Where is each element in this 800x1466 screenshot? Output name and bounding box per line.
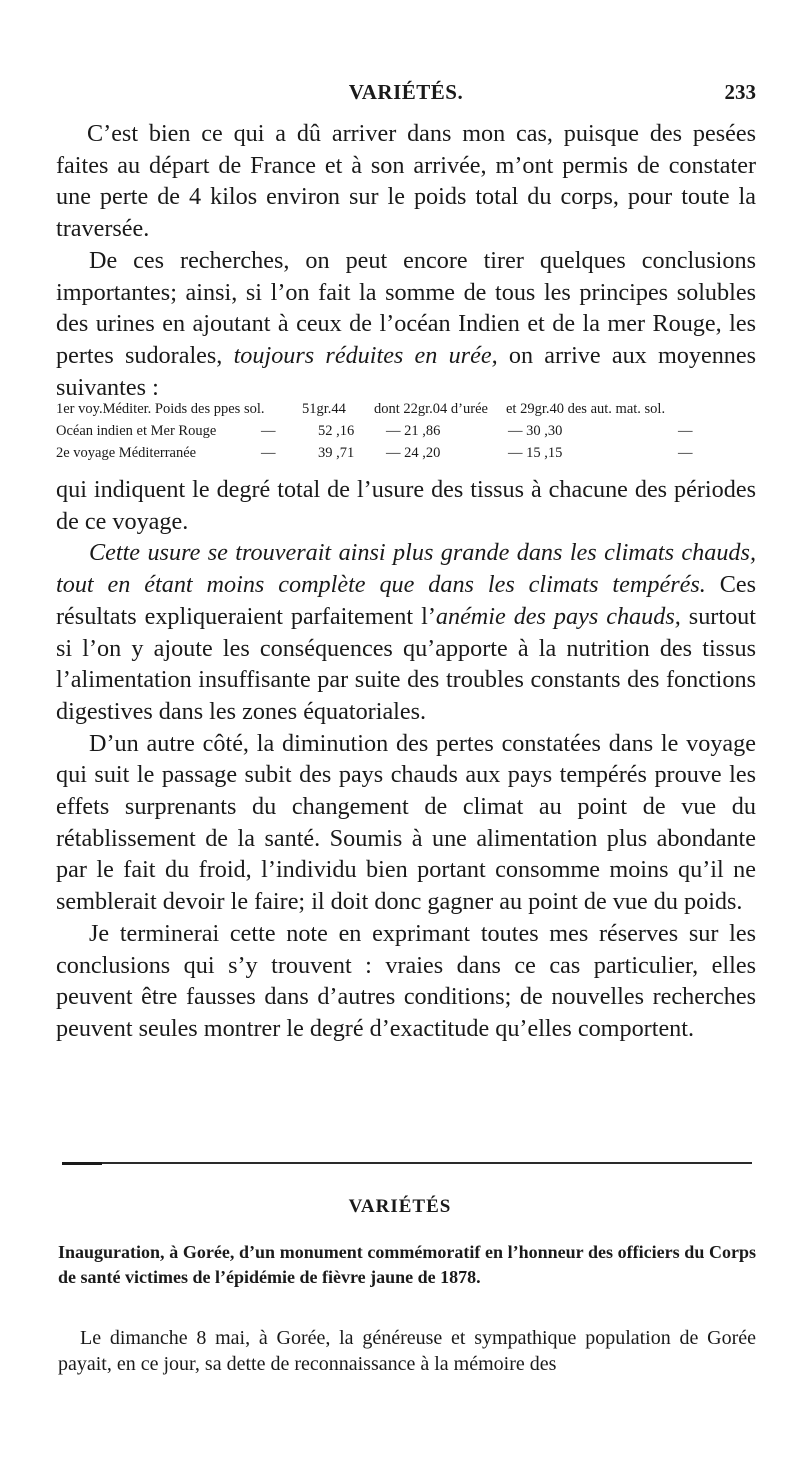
paragraph-6: Je terminerai cette note en exprimant toutes mes réserves sur les conclusions qui s’y trouvent : vraies dans ce cas particulier, elles peuvent être fausses dans d’autres conditions; de nouvelles recherches peuvent seules montrer le degré d’exactitude qu’elles comportent. bbox=[56, 919, 756, 1042]
table-cell-uree: — 21 ,86 bbox=[386, 423, 441, 439]
table-cell-label: 2e voyage Méditerranée bbox=[56, 445, 197, 461]
paragraph-4-emphasis-1: Cette usure se trouverait ainsi plus grande dans les climats chauds, tout en étant moins complète que dans les climats tempérés. bbox=[56, 539, 756, 599]
paragraph-4 bbox=[56, 537, 756, 727]
running-head bbox=[56, 80, 756, 110]
paragraph-2-text-b: on arrive aux moyennes suivantes : bbox=[56, 341, 757, 401]
table-cell-total: 39 ,71 bbox=[318, 445, 355, 461]
table-cell-uree: dont 22gr.04 d’urée bbox=[374, 401, 488, 417]
urine-solubles-table bbox=[56, 398, 758, 464]
table-cell-uree: — 24 ,20 bbox=[386, 445, 441, 461]
table-row bbox=[56, 420, 758, 442]
paragraph-2-emphasis: toujours réduites en urée, bbox=[233, 341, 498, 369]
paragraph-4-emphasis-2: anémie des pays chauds, bbox=[435, 602, 681, 630]
paragraph-4-text-b: surtout si l’on y ajoute les conséquences qu’apporte à la nutrition des tissus l’alimentation insuffisante par suite des troubles constants des fonctions digestives dans les zones équatoriales. bbox=[56, 602, 756, 725]
table-cell-total: 51gr.44 bbox=[302, 401, 346, 417]
table-cell-tail: — bbox=[678, 445, 693, 461]
table-cell-tail: — bbox=[678, 423, 693, 439]
article-heading: Inauguration, à Gorée, d’un monument commémoratif en l’honneur des officiers du Corps de santé victimes de l’épidémie de fièvre jaune de 1878. bbox=[58, 1242, 756, 1287]
paragraph-5: D’un autre côté, la diminution des pertes constatées dans le voyage qui suit le passage subit des pays chauds aux pays tempérés prouve les effets surprenants du changement de climat au point de vue du rétablissement de la santé. Soumis à une alimentation plus abondante par le fait du froid, l’individu bien portant consomme moins qu’il ne semblerait devoir le faire; il doit donc gagner au point de vue du poids. bbox=[56, 729, 756, 916]
table-cell-label: 1er voy.Méditer. Poids des ppes sol. bbox=[56, 401, 265, 417]
paragraph-4-text-a: Ces résultats expliqueraient parfaitement l’ bbox=[56, 571, 756, 630]
article-paragraph: Le dimanche 8 mai, à Gorée, la généreuse et sympathique population de Gorée payait, en ce jour, sa dette de reconnaissance à la mémoire des bbox=[58, 1327, 756, 1375]
paragraph-2-text-a: De ces recherches, on peut encore tirer quelques conclusions importantes; ainsi, si l’on fait la somme de tous les principes solubles des urines en ajoutant à ceux de l’océan Indien et de la mer Rouge, les pertes sudorales, bbox=[56, 246, 756, 369]
paragraph-3: qui indiquent le degré total de l’usure des tissus à chacune des périodes de ce voyage. bbox=[56, 476, 756, 535]
running-title: VARIÉTÉS. bbox=[348, 80, 464, 104]
body-text-lower bbox=[56, 474, 756, 1045]
paragraph-1: C’est bien ce qui a dû arriver dans mon cas, puisque des pesées faites au départ de France et à son arrivée, m’ont permis de constater une perte de 4 kilos environ sur le poids total du corps, pour toute la traversée. bbox=[56, 120, 756, 243]
section-divider bbox=[62, 1162, 752, 1164]
page-number: 233 bbox=[724, 80, 756, 104]
body-text-upper bbox=[56, 118, 756, 403]
table-cell-aut: — 15 ,15 bbox=[508, 445, 563, 461]
table-cell-dash: — bbox=[261, 445, 276, 461]
table-cell-total: 52 ,16 bbox=[318, 423, 355, 439]
article-body bbox=[58, 1325, 756, 1377]
table-cell-label: Océan indien et Mer Rouge bbox=[56, 423, 217, 439]
table-cell-aut: — 30 ,30 bbox=[508, 423, 563, 439]
section-title: VARIÉTÉS bbox=[348, 1196, 452, 1217]
table-cell-dash: — bbox=[261, 423, 276, 439]
table-row bbox=[56, 442, 758, 464]
table-row bbox=[56, 398, 758, 420]
table-cell-aut: et 29gr.40 des aut. mat. sol. bbox=[506, 401, 666, 417]
paragraph-2 bbox=[56, 245, 756, 404]
section-divider-mark bbox=[62, 1162, 102, 1165]
